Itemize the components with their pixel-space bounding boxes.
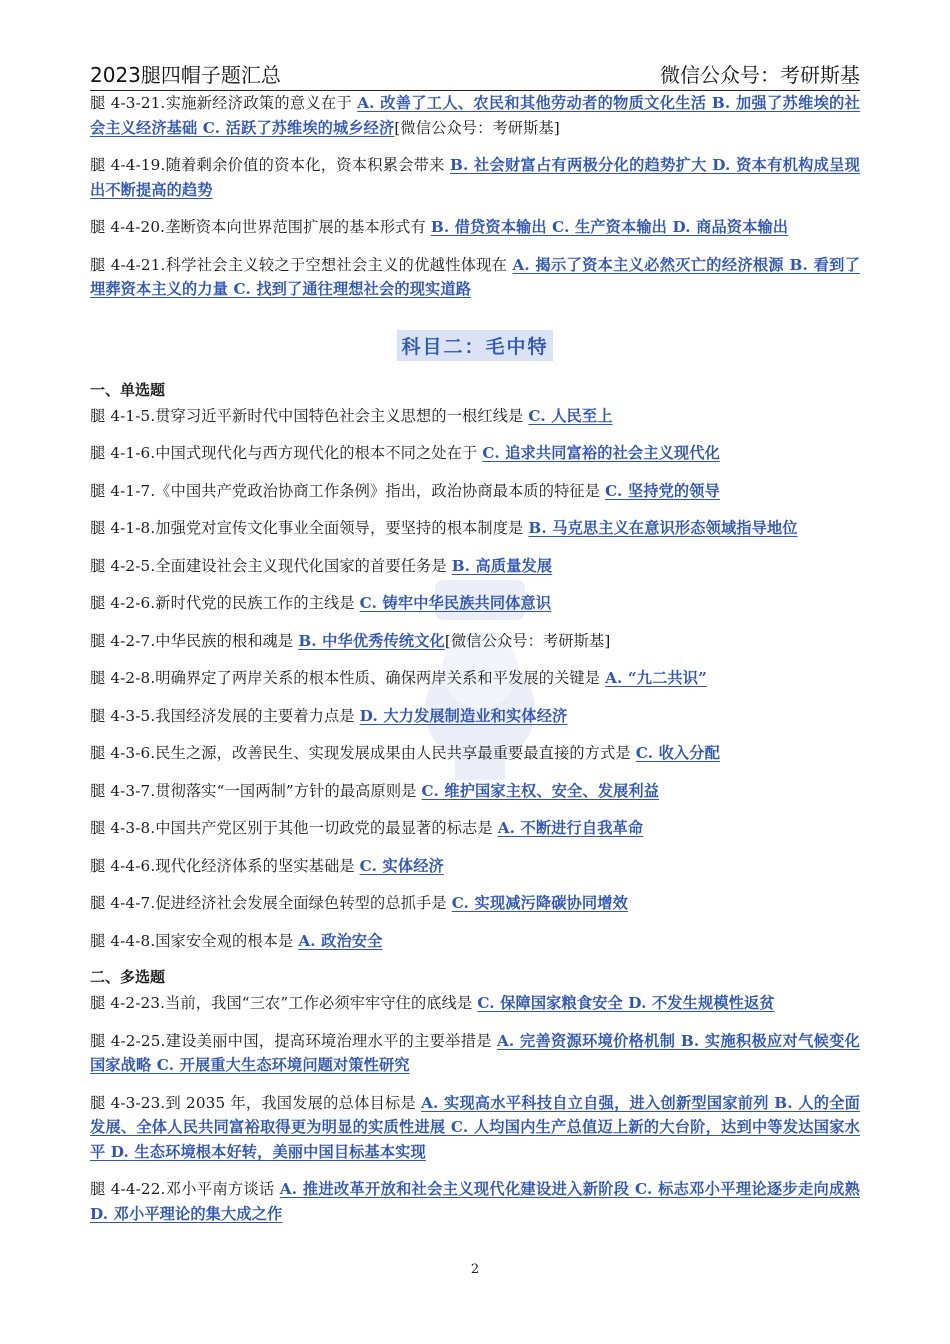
question-item	[90, 153, 860, 202]
question-label: 腿 4-2-23.	[90, 994, 166, 1012]
source-note: [微信公众号：考研斯基]	[394, 118, 560, 137]
document-title: 2023腿四帽子题汇总	[90, 63, 281, 87]
question-item	[90, 554, 860, 579]
answer-text: A. 揭示了资本主义必然灭亡的经济根源 B. 看到了埋葬资本主义的力量 C. 找到了通往理想社会的现实道路	[90, 255, 861, 298]
question-item	[90, 1029, 860, 1078]
answer-text: A. 不断进行自我革命	[497, 819, 644, 837]
question-label: 腿 4-1-6.	[90, 444, 156, 462]
question-text: 全面建设社会主义现代化国家的首要任务是	[155, 556, 452, 575]
subject-title: 科目二：毛中特	[397, 330, 552, 361]
question-label: 腿 4-2-5.	[90, 556, 156, 575]
question-label: 腿 4-3-7.	[90, 781, 156, 800]
answer-text: B. 社会财富占有两极分化的趋势扩大 D. 资本有机构成呈现出不断提高的趋势	[90, 156, 860, 199]
question-item	[90, 253, 860, 302]
question-text: 新时代党的民族工作的主线是	[155, 594, 360, 612]
answer-text: A. 完善资源环境价格机制 B. 实施积极应对气候变化国家战略 C. 开展重大生态环境问题对策性研究	[90, 1031, 861, 1074]
answer-text: C. 实体经济	[359, 856, 444, 875]
question-label: 腿 4-4-19.	[90, 156, 166, 174]
question-text: 垄断资本向世界范围扩展的基本形式有	[165, 218, 431, 236]
question-item	[90, 741, 860, 766]
question-item	[90, 629, 860, 654]
question-item	[90, 516, 860, 541]
answer-text: B. 高质量发展	[451, 556, 553, 575]
answer-text: C. 实现减污降碳协同增效	[451, 894, 628, 912]
question-item	[90, 779, 860, 804]
question-label: 腿 4-4-7.	[90, 894, 156, 912]
question-item	[90, 854, 860, 879]
single-choice-list	[90, 404, 860, 954]
question-item	[90, 441, 860, 466]
question-text: 实施新经济政策的意义在于	[165, 94, 358, 112]
question-item	[90, 1091, 860, 1165]
question-label: 腿 4-2-25.	[90, 1031, 166, 1050]
question-item	[90, 479, 860, 504]
answer-text: C. 人民至上	[528, 406, 613, 425]
answer-text: D. 大力发展制造业和实体经济	[359, 706, 568, 725]
answer-text: C. 坚持党的领导	[605, 481, 720, 500]
question-text: 当前，我国“三农”工作必须牢牢守住的底线是	[165, 994, 478, 1012]
question-text: 贯穿习近平新时代中国特色社会主义思想的一根红线是	[155, 406, 529, 425]
question-label: 腿 4-4-20.	[90, 218, 166, 236]
document-body	[90, 90, 860, 1239]
question-text: 建设美丽中国，提高环境治理水平的主要举措是	[165, 1031, 497, 1050]
answer-text: A. 改善了工人、农民和其他劳动者的物质文化生活 B. 加强了苏维埃的社会主义经济基础 C. 活跃了苏维埃的城乡经济	[90, 94, 861, 137]
question-label: 腿 4-4-6.	[90, 856, 156, 875]
page-header	[90, 58, 860, 88]
question-text: 随着剩余价值的资本化，资本积累会带来	[165, 156, 450, 174]
answer-text: A. 推进改革开放和社会主义现代化建设进入新阶段 C. 标志邓小平理论逐步走向成熟 D. 邓小平理论的集大成之作	[90, 1180, 860, 1223]
answer-text: C. 保障国家粮食安全 D. 不发生规模性返贫	[477, 994, 775, 1012]
multi-choice-heading: 二、多选题	[90, 968, 166, 986]
answer-text: C. 追求共同富裕的社会主义现代化	[482, 444, 720, 462]
question-text: 科学社会主义较之于空想社会主义的优越性体现在	[165, 255, 513, 274]
answer-text: C. 收入分配	[635, 744, 720, 762]
question-text: 《中国共产党政治协商工作条例》指出，政治协商最本质的特征是	[155, 481, 606, 500]
answer-text: A. “九二共识”	[605, 669, 707, 687]
answer-text: C. 维护国家主权、安全、发展利益	[421, 781, 660, 800]
question-label: 腿 4-3-5.	[90, 706, 156, 725]
question-text: 到 2035 年，我国发展的总体目标是	[165, 1093, 422, 1112]
question-text: 促进经济社会发展全面绿色转型的总抓手是	[155, 894, 452, 912]
single-choice-heading: 一、单选题	[90, 380, 166, 399]
question-label: 腿 4-3-23.	[90, 1093, 166, 1112]
subject-banner	[90, 330, 860, 361]
question-text: 民生之源，改善民生、实现发展成果由人民共享最重要最直接的方式是	[155, 744, 636, 762]
question-text: 明确界定了两岸关系的根本性质、确保两岸关系和平发展的关键是	[155, 669, 606, 687]
source-note: [微信公众号：考研斯基]	[444, 631, 611, 650]
wechat-account: 微信公众号：考研斯基	[660, 63, 860, 87]
question-label: 腿 4-1-5.	[90, 406, 156, 425]
question-item	[90, 91, 860, 140]
question-item	[90, 591, 860, 616]
question-text: 中国式现代化与西方现代化的根本不同之处在于	[155, 444, 483, 462]
question-item	[90, 929, 860, 954]
question-item	[90, 891, 860, 916]
question-text: 我国经济发展的主要着力点是	[155, 706, 360, 725]
question-label: 腿 4-2-6.	[90, 594, 156, 612]
question-label: 腿 4-4-21.	[90, 255, 166, 274]
question-item	[90, 991, 860, 1016]
question-item	[90, 816, 860, 841]
question-text: 中国共产党区别于其他一切政党的最显著的标志是	[155, 819, 498, 837]
question-item	[90, 666, 860, 691]
question-label: 腿 4-1-8.	[90, 519, 156, 537]
question-item	[90, 215, 860, 240]
question-label: 腿 4-4-22.	[90, 1180, 166, 1198]
question-text: 国家安全观的根本是	[155, 931, 299, 950]
question-label: 腿 4-4-8.	[90, 931, 156, 950]
question-item	[90, 1177, 860, 1226]
question-label: 腿 4-3-8.	[90, 819, 156, 837]
answer-text: B. 马克思主义在意识形态领域指导地位	[528, 519, 798, 537]
question-text: 中华民族的根和魂是	[155, 631, 299, 650]
answer-text: A. 政治安全	[298, 931, 383, 950]
question-label: 腿 4-1-7.	[90, 481, 156, 500]
question-text: 邓小平南方谈话	[165, 1180, 280, 1198]
question-label: 腿 4-2-7.	[90, 631, 156, 650]
question-label: 腿 4-3-21.	[90, 94, 166, 112]
answer-text: C. 铸牢中华民族共同体意识	[359, 594, 552, 612]
question-label: 腿 4-2-8.	[90, 669, 156, 687]
question-text: 加强党对宣传文化事业全面领导，要坚持的根本制度是	[155, 519, 529, 537]
question-text: 现代化经济体系的坚实基础是	[155, 856, 360, 875]
multi-choice-list	[90, 991, 860, 1226]
answer-text: B. 借贷资本输出 C. 生产资本输出 D. 商品资本输出	[430, 218, 789, 236]
top-question-list	[90, 91, 860, 302]
answer-text: A. 实现高水平科技自立自强，进入创新型国家前列 B. 人的全面发展、全体人民共同富裕取得更为明显的实质性进展 C. 人均国内生产总值迈上新的大台阶，达到中等发达国家水平 D. 生态环境根本好转，美丽中国目标基本实现	[90, 1093, 860, 1161]
question-item	[90, 404, 860, 429]
question-text: 贯彻落实“一国两制”方针的最高原则是	[155, 781, 422, 800]
question-label: 腿 4-3-6.	[90, 744, 156, 762]
question-item	[90, 704, 860, 729]
page-number: 2	[470, 1262, 480, 1277]
answer-text: B. 中华优秀传统文化	[298, 631, 445, 650]
